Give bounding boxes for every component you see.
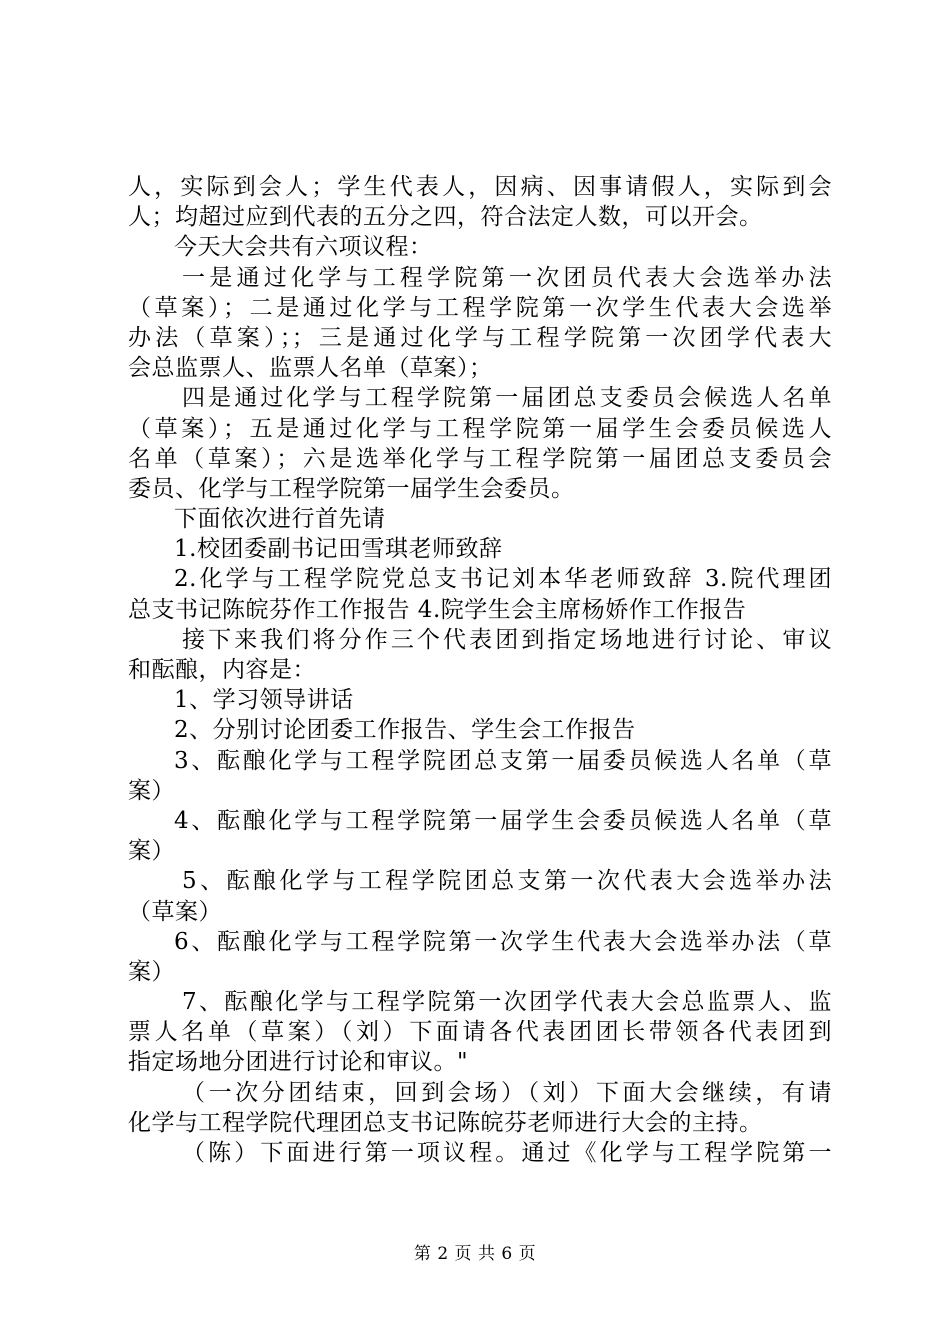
text-line: 案） — [128, 838, 175, 865]
text-line: （草案）；二是通过化学与工程学院第一次学生代表大会选举 — [128, 294, 832, 321]
text-line: 今天大会共有六项议程： — [174, 234, 433, 261]
text-line: 案） — [128, 958, 175, 985]
document-body — [128, 172, 832, 1168]
text-line: 会总监票人、监票人名单（草案）； — [128, 355, 493, 382]
text-line: 名单（草案）；六是选举化学与工程学院第一届团总支委员会 — [128, 445, 832, 472]
text-line: 下面依次进行首先请 — [174, 506, 386, 533]
text-line: 办法（草案）；；三是通过化学与工程学院第一次团学代表大 — [128, 324, 832, 351]
text-line: 委员、化学与工程学院第一届学生会委员。 — [128, 475, 575, 502]
text-line: （草案）；五是通过化学与工程学院第一届学生会委员候选人 — [128, 415, 832, 442]
text-line: 1、学习领导讲话 — [174, 687, 354, 714]
text-line: 3、酝酿化学与工程学院团总支第一届委员候选人名单（草 — [174, 747, 832, 774]
text-line: （陈）下面进行第一项议程。通过《化学与工程学院第一 — [182, 1140, 832, 1166]
text-line: 和酝酿，内容是： — [128, 657, 316, 683]
text-line: 总支书记陈皖芬作工作报告 4.院学生会主席杨娇作工作报告 — [128, 596, 747, 623]
text-line: 接下来我们将分作三个代表团到指定场地进行讨论、审议 — [182, 626, 832, 653]
text-line: 2.化学与工程学院党总支书记刘本华老师致辞 3.院代理团 — [174, 566, 832, 593]
text-line: 票人名单（草案）（刘）下面请各代表团团长带领各代表团到 — [128, 1019, 832, 1046]
text-line: （草案） — [128, 898, 222, 925]
text-line: 1.校团委副书记田雪琪老师致辞 — [174, 536, 503, 563]
text-line: 7、酝酿化学与工程学院第一次团学代表大会总监票人、监 — [182, 989, 832, 1016]
text-line: 化学与工程学院代理团总支书记陈皖芬老师进行大会的主持。 — [128, 1109, 763, 1136]
text-line: 案） — [128, 777, 175, 804]
text-line: 一是通过化学与工程学院第一次团员代表大会选举办法 — [182, 264, 832, 291]
text-line: 人，实际到会人；学生代表人，因病、因事请假人，实际到会 — [128, 174, 832, 200]
text-line: 2、分别讨论团委工作报告、学生会工作报告 — [174, 717, 636, 744]
text-line: 4、酝酿化学与工程学院第一届学生会委员候选人名单（草 — [174, 807, 832, 834]
text-line: 四是通过化学与工程学院第一届团总支委员会候选人名单 — [182, 385, 832, 412]
text-line: 6、酝酿化学与工程学院第一次学生代表大会选举办法（草 — [174, 928, 832, 955]
text-line: （一次分团结束，回到会场）（刘）下面大会继续，有请 — [182, 1079, 832, 1106]
text-line: 指定场地分团进行讨论和审议。" — [128, 1049, 469, 1076]
page-footer: 第 2 页 共 6 页 — [413, 1244, 537, 1264]
text-line: 5、酝酿化学与工程学院团总支第一次代表大会选举办法 — [182, 868, 832, 895]
text-line: 人；均超过应到代表的五分之四，符合法定人数，可以开会。 — [128, 204, 763, 231]
